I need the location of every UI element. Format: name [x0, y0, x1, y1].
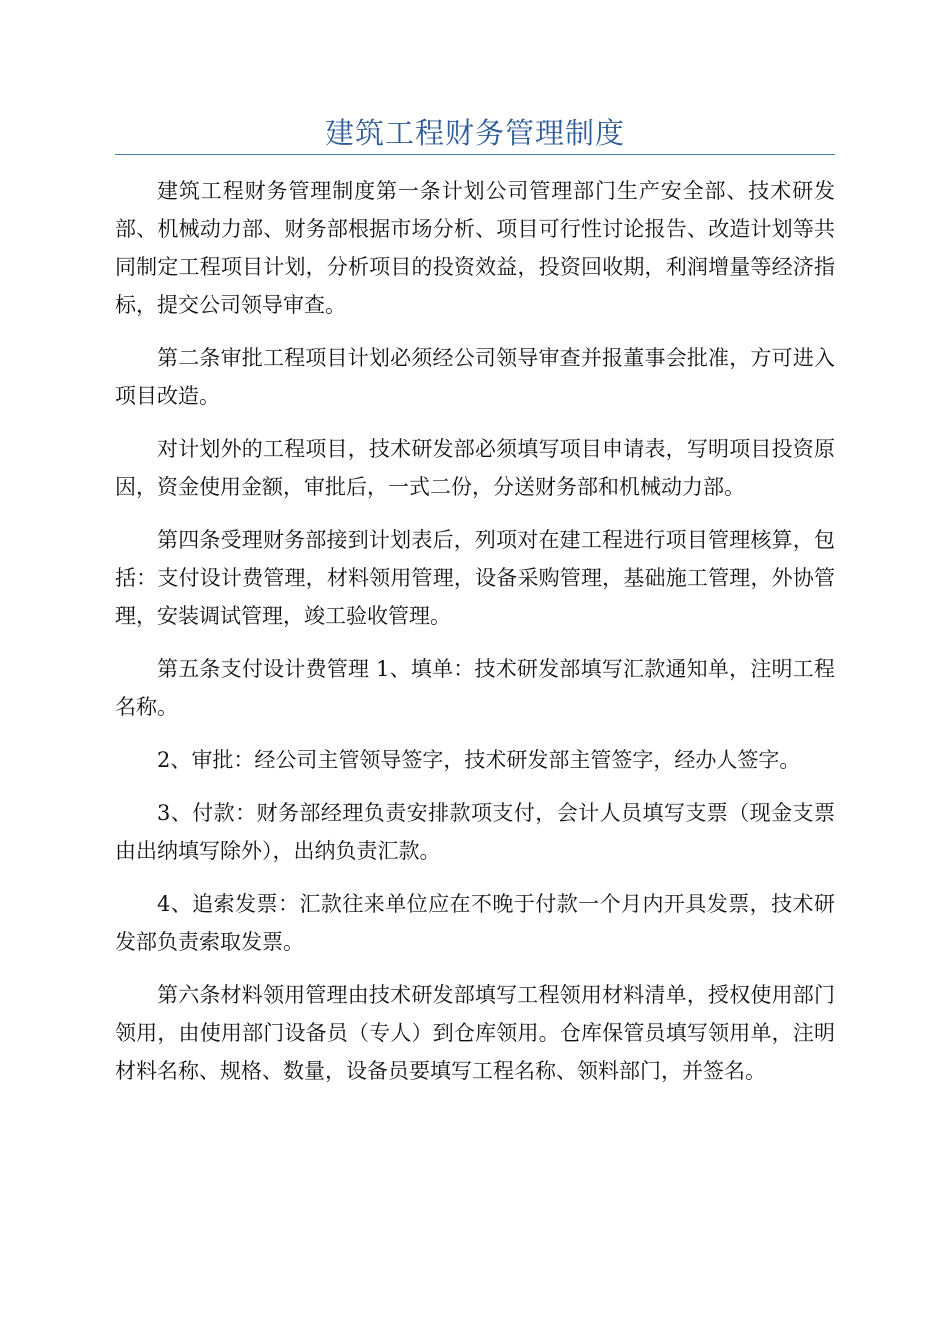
paragraph-article-5: 第五条支付设计费管理 1、填单：技术研发部填写汇款通知单，注明工程名称。 — [115, 657, 835, 719]
document-title: 建筑工程财务管理制度 — [324, 116, 625, 150]
paragraph-article-2: 第二条审批工程项目计划必须经公司领导审查并报董事会批准，方可进入项目改造。 — [115, 346, 835, 408]
paragraph-article-1: 建筑工程财务管理制度第一条计划公司管理部门生产安全部、技术研发部、机械动力部、财务部根据市场分析、项目可行性讨论报告、改造计划等共同制定工程项目计划，分析项目的投资效益，投资回收期，利润增量等经济指标，提交公司领导审查。 — [115, 179, 835, 317]
paragraph-article-4: 第四条受理财务部接到计划表后，列项对在建工程进行项目管理核算，包括：支付设计费管理，材料领用管理，设备采购管理，基础施工管理，外协管理，安装调试管理，竣工验收管理。 — [115, 528, 835, 628]
paragraph-approval: 2、审批：经公司主管领导签字，技术研发部主管签字，经办人签字。 — [157, 748, 801, 772]
paragraph-invoice: 4、追索发票：汇款往来单位应在不晚于付款一个月内开具发票，技术研发部负责索取发票。 — [115, 892, 835, 954]
paragraph-unplanned-projects: 对计划外的工程项目，技术研发部必须填写项目申请表，写明项目投资原因，资金使用金额，审批后，一式二份，分送财务部和机械动力部。 — [115, 437, 835, 499]
title-underline — [115, 154, 835, 155]
paragraph-article-6: 第六条材料领用管理由技术研发部填写工程领用材料清单，授权使用部门领用，由使用部门设备员（专人）到仓库领用。仓库保管员填写领用单，注明材料名称、规格、数量，设备员要填写工程名称、领料部门，并签名。 — [115, 983, 835, 1083]
paragraph-payment: 3、付款：财务部经理负责安排款项支付，会计人员填写支票（现金支票由出纳填写除外），出纳负责汇款。 — [115, 801, 835, 863]
document-body — [115, 172, 835, 1105]
